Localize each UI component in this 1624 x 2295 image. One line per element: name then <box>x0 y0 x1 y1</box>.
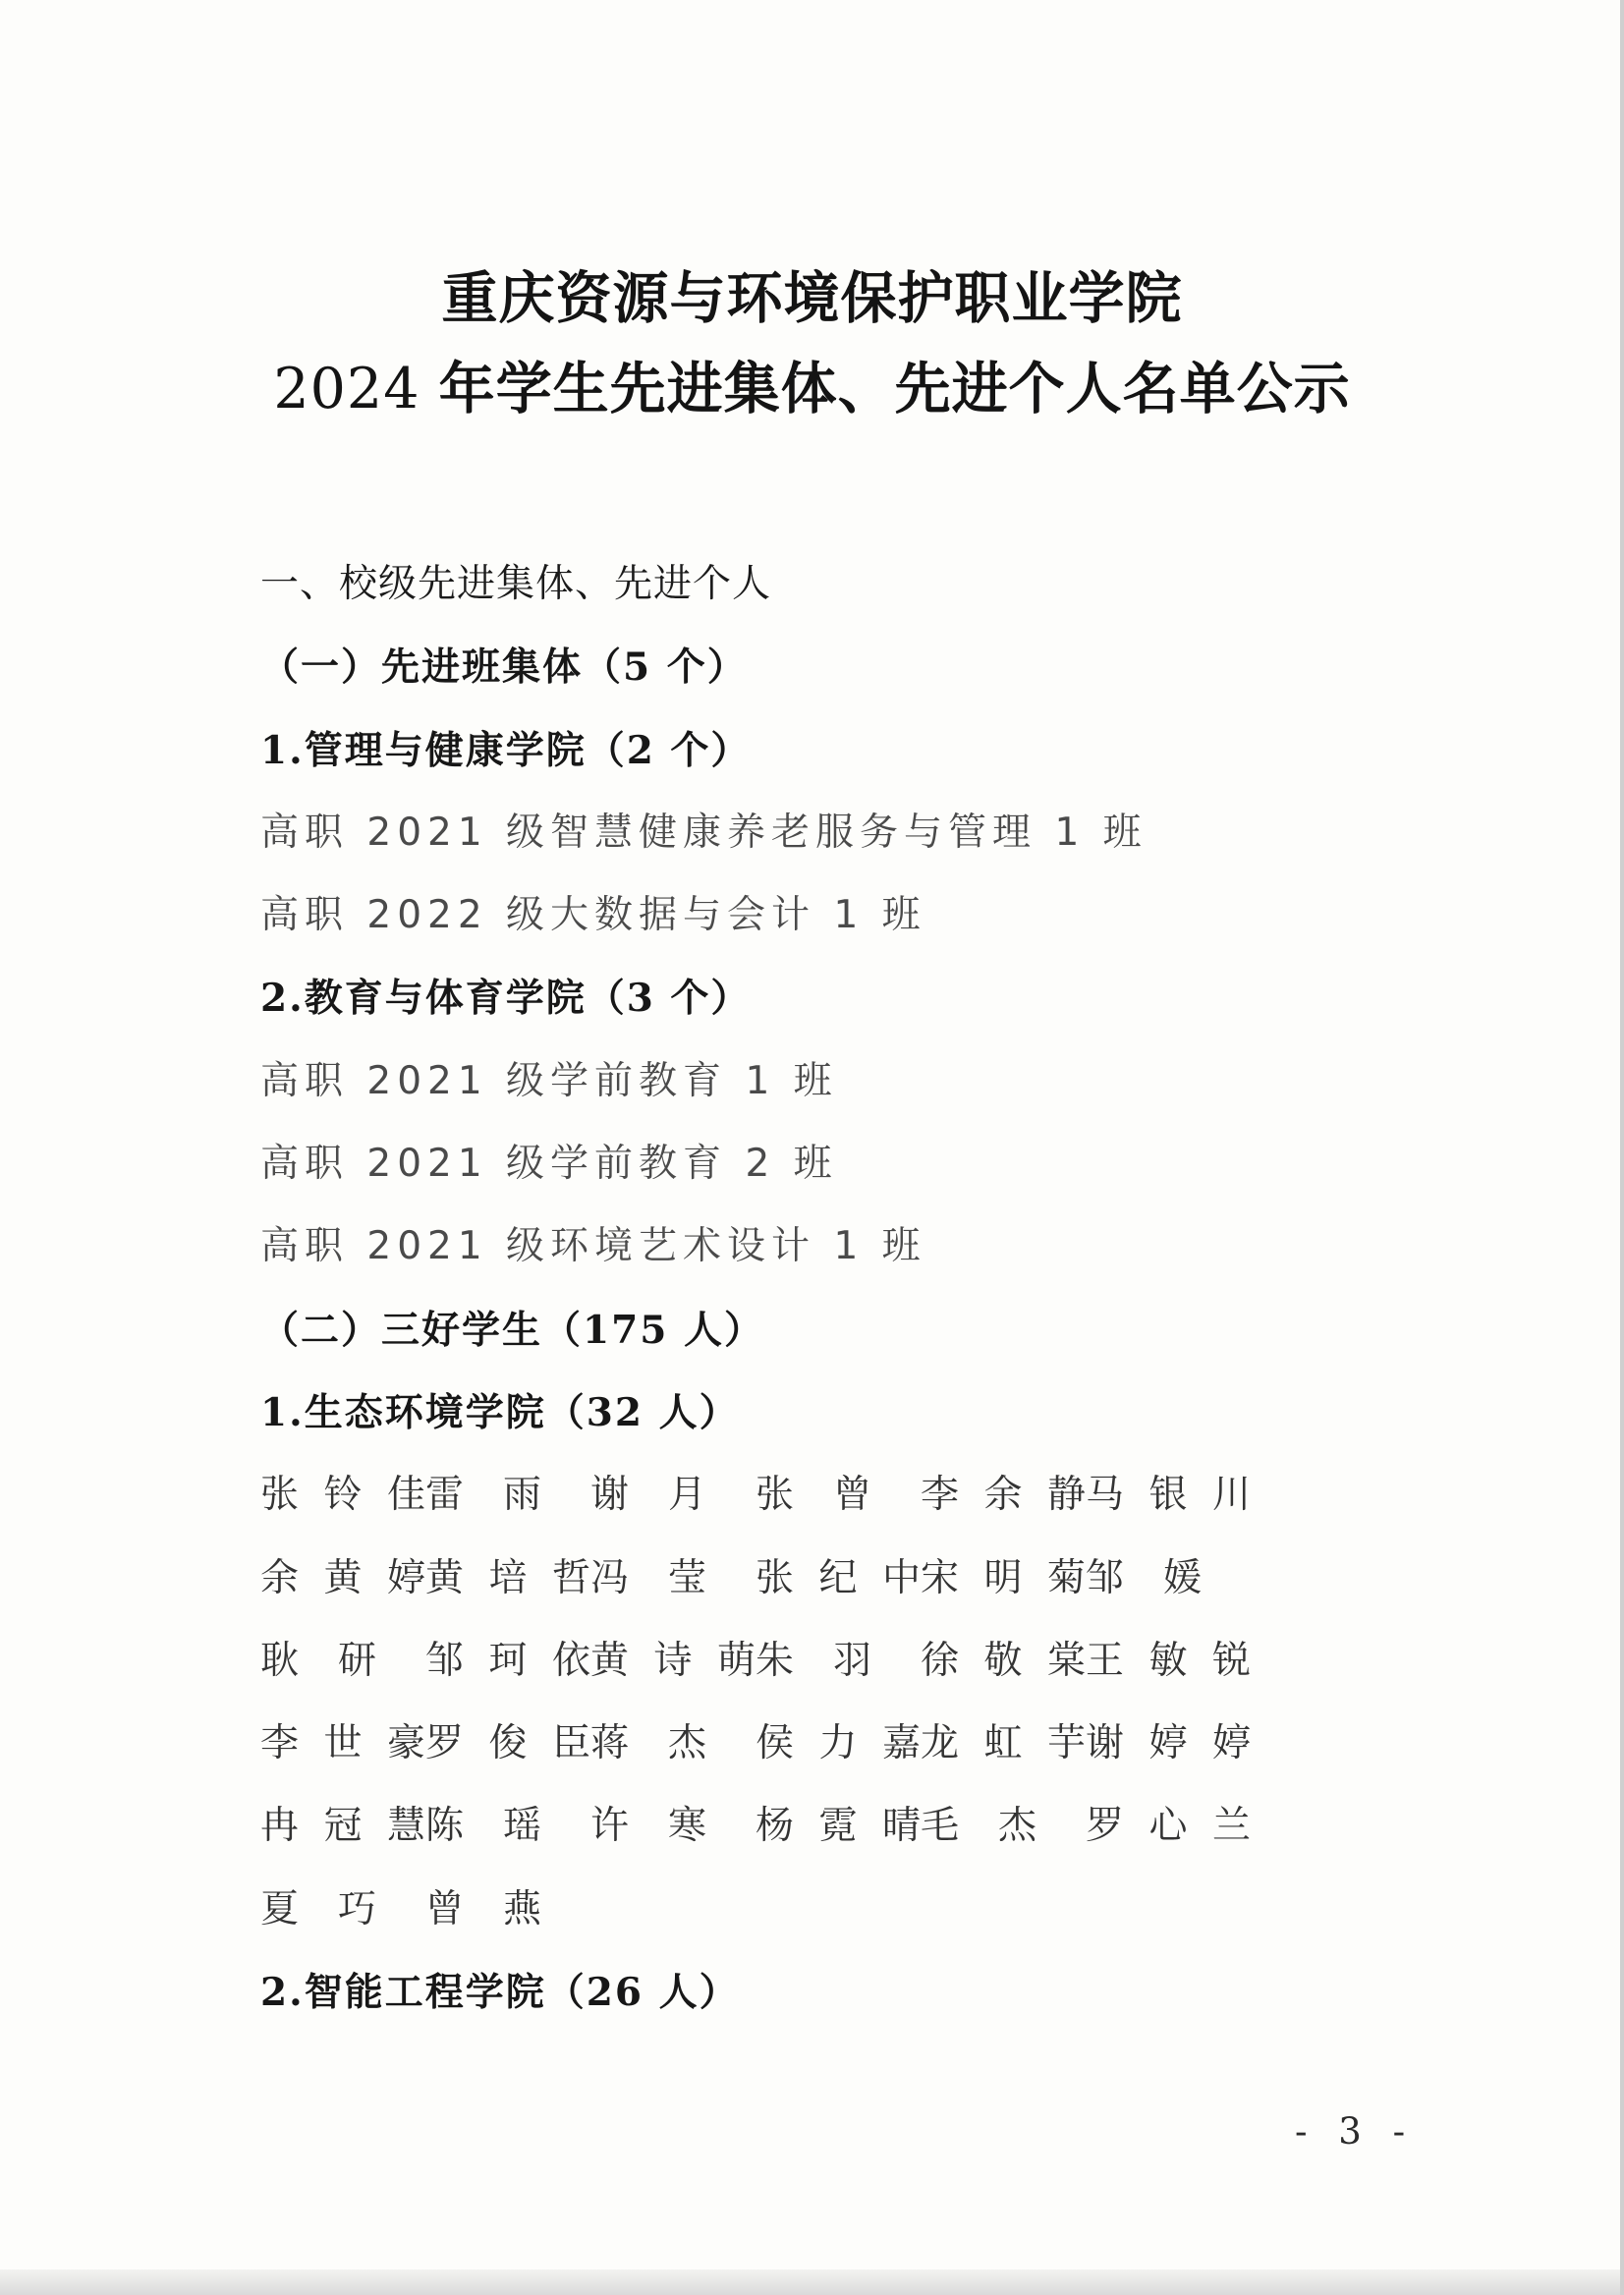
student-name: 余 黄 婷 <box>260 1555 426 1600</box>
class-entry: 高职 2021 级智慧健康养老服务与管理 1 班 <box>260 810 1148 855</box>
title-line-2-text: 年学生先进集体、先进个人名单公示 <box>438 356 1351 421</box>
class-entry: 高职 2022 级大数据与会计 1 班 <box>260 893 926 938</box>
student-name: 李 世 豪 <box>260 1721 426 1766</box>
student-name: 朱 羽 <box>756 1638 872 1683</box>
student-name: 龙 虹 芋 <box>921 1721 1087 1766</box>
student-name: 冉 冠 慧 <box>260 1804 426 1849</box>
student-name: 徐 敬 棠 <box>921 1638 1087 1683</box>
student-name: 谢 婷 婷 <box>1086 1721 1252 1766</box>
student-name: 王 敏 锐 <box>1086 1638 1252 1683</box>
student-name: 宋 明 菊 <box>921 1555 1087 1600</box>
student-name: 蒋 杰 <box>590 1721 707 1766</box>
student-name: 侯 力 嘉 <box>756 1721 922 1766</box>
student-name: 陈 瑶 <box>425 1804 542 1849</box>
name-row <box>260 1454 1371 1537</box>
subsection-heading: （二）三好学生（175 人） <box>260 1307 764 1353</box>
name-row <box>260 1785 1371 1868</box>
student-name: 毛 杰 <box>921 1804 1037 1849</box>
student-name: 许 寒 <box>590 1804 707 1849</box>
student-name: 杨 霓 晴 <box>756 1804 922 1849</box>
student-name: 罗 心 兰 <box>1086 1804 1252 1849</box>
class-entry: 高职 2021 级学前教育 1 班 <box>260 1058 838 1103</box>
subsection-heading: （一）先进班集体（5 个） <box>260 644 748 691</box>
student-name: 马 银 川 <box>1086 1473 1252 1518</box>
title-year: 2024 <box>273 357 420 421</box>
class-entry: 高职 2021 级学前教育 2 班 <box>260 1142 838 1187</box>
document-body <box>260 543 1371 2034</box>
student-name: 张 铃 佳 <box>260 1473 426 1518</box>
name-row <box>260 1703 1371 1785</box>
title-line-2 <box>0 344 1624 434</box>
section-heading: 一、校级先进集体、先进个人 <box>260 562 772 606</box>
student-name: 李 余 静 <box>921 1473 1087 1518</box>
student-name: 耿 研 <box>260 1638 377 1683</box>
student-name: 谢 月 <box>590 1473 707 1518</box>
student-name: 张 纪 中 <box>756 1555 922 1600</box>
student-name: 邹 珂 依 <box>425 1638 591 1683</box>
student-name: 冯 莹 <box>590 1555 707 1600</box>
page-number: - 3 - <box>1295 2110 1416 2153</box>
student-name: 罗 俊 臣 <box>425 1721 591 1766</box>
document-title <box>0 253 1624 434</box>
student-name: 黄 培 哲 <box>425 1555 591 1600</box>
name-row <box>260 1538 1371 1620</box>
student-name: 夏 巧 <box>260 1886 377 1931</box>
title-line-1: 重庆资源与环境保护职业学院 <box>441 265 1183 331</box>
student-name: 曾 燕 <box>425 1886 542 1931</box>
college-heading: 2.智能工程学院（26 人） <box>260 1970 740 2016</box>
college-heading: 2.教育与体育学院（3 个） <box>260 976 752 1022</box>
college-heading: 1.生态环境学院（32 人） <box>260 1389 740 1435</box>
student-name: 邹 媛 <box>1086 1555 1203 1600</box>
scan-bottom-edge <box>0 2269 1620 2295</box>
student-name: 雷 雨 <box>425 1473 542 1518</box>
college-heading: 1.管理与健康学院（2 个） <box>260 727 752 773</box>
student-name: 黄 诗 萌 <box>590 1638 756 1683</box>
class-entry: 高职 2021 级环境艺术设计 1 班 <box>260 1224 926 1269</box>
name-row <box>260 1620 1371 1703</box>
name-row <box>260 1869 1371 1951</box>
student-name: 张 曾 <box>756 1473 872 1518</box>
